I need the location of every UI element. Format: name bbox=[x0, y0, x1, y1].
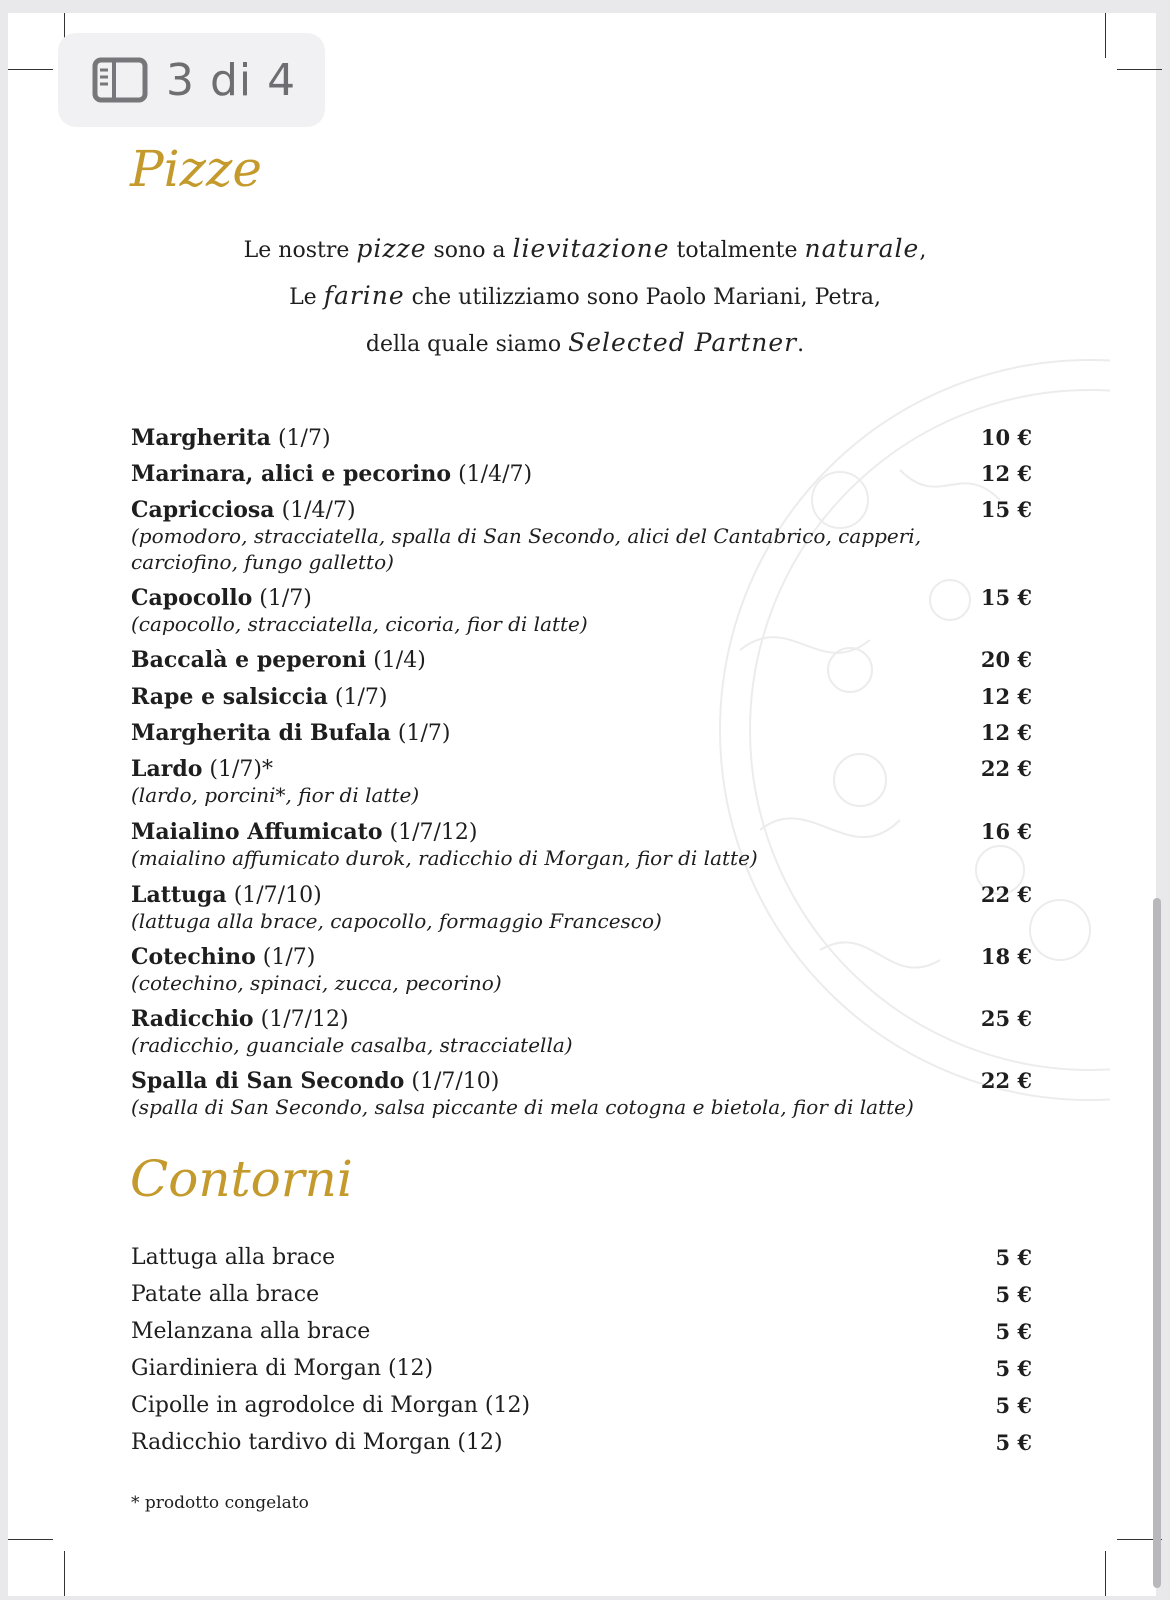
item-name: Radicchio (1/7/12) bbox=[131, 1006, 349, 1032]
item-name: Lardo (1/7)* bbox=[131, 756, 273, 782]
item-price: 15 € bbox=[980, 497, 1032, 522]
item-name: Baccalà e peperoni (1/4) bbox=[131, 647, 426, 673]
menu-item bbox=[131, 1319, 1032, 1356]
item-description: (capocollo, stracciatella, cicoria, fior di latte) bbox=[131, 612, 588, 636]
item-price: 22 € bbox=[980, 882, 1032, 907]
item-price: 12 € bbox=[980, 720, 1032, 745]
item-name: Marinara, alici e pecorino (1/4/7) bbox=[131, 461, 533, 487]
item-name: Capocollo (1/7) bbox=[131, 585, 312, 611]
item-price: 25 € bbox=[980, 1006, 1032, 1031]
item-price: 22 € bbox=[980, 756, 1032, 781]
item-name: Patate alla brace bbox=[131, 1282, 320, 1307]
item-price: 5 € bbox=[995, 1393, 1032, 1418]
item-price: 12 € bbox=[980, 461, 1032, 486]
contorni-menu bbox=[131, 1245, 1032, 1467]
item-price: 5 € bbox=[995, 1430, 1032, 1455]
item-description: (pomodoro, stracciatella, spalla di San Secondo, alici del Cantabrico, capperi, carciofino, fungo galletto) bbox=[131, 524, 922, 574]
item-name: Rape e salsiccia (1/7) bbox=[131, 684, 388, 710]
item-description: (radicchio, guanciale casalba, stracciatella) bbox=[131, 1033, 573, 1057]
item-description: (spalla di San Secondo, salsa piccante di mela cotogna e bietola, fior di latte) bbox=[131, 1095, 914, 1119]
menu-item bbox=[131, 1006, 1032, 1068]
menu-item bbox=[131, 1356, 1032, 1393]
crop-mark bbox=[1105, 1551, 1106, 1596]
intro-line bbox=[100, 226, 1070, 273]
section-title-pizze: Pizze bbox=[130, 140, 262, 198]
menu-item bbox=[131, 684, 1032, 720]
menu-item bbox=[131, 756, 1032, 819]
intro-script-word: farine bbox=[323, 281, 405, 310]
intro-text-part: della quale siamo bbox=[365, 332, 569, 357]
item-name: Lattuga alla brace bbox=[131, 1245, 336, 1270]
crop-mark bbox=[1105, 13, 1106, 58]
intro-text-part: sono a bbox=[426, 238, 513, 263]
menu-item bbox=[131, 1393, 1032, 1430]
intro-text-part: , bbox=[919, 238, 927, 263]
item-description: (maialino affumicato durok, radicchio di Morgan, fior di latte) bbox=[131, 846, 758, 870]
item-name: Margherita di Bufala (1/7) bbox=[131, 720, 451, 746]
intro-script-word: pizze bbox=[356, 234, 427, 263]
intro-text-part: che utilizziamo sono Paolo Mariani, Petra, bbox=[404, 285, 881, 310]
item-name: Giardiniera di Morgan (12) bbox=[131, 1356, 434, 1381]
intro-text-part: . bbox=[797, 332, 805, 357]
intro-script-word: Selected Partner bbox=[568, 328, 798, 357]
pizze-menu bbox=[131, 425, 1032, 1130]
item-price: 5 € bbox=[995, 1356, 1032, 1381]
crop-mark bbox=[64, 1551, 65, 1596]
item-name: Melanzana alla brace bbox=[131, 1319, 371, 1344]
menu-item bbox=[131, 497, 1032, 585]
intro-script-word: naturale bbox=[804, 234, 920, 263]
item-name: Margherita (1/7) bbox=[131, 425, 331, 451]
intro-text-part: Le bbox=[289, 285, 324, 310]
item-price: 20 € bbox=[980, 647, 1032, 672]
item-name: Cotechino (1/7) bbox=[131, 944, 316, 970]
footnote: * prodotto congelato bbox=[131, 1493, 309, 1513]
item-price: 16 € bbox=[980, 819, 1032, 844]
item-name: Cipolle in agrodolce di Morgan (12) bbox=[131, 1393, 531, 1418]
item-name: Capricciosa (1/4/7) bbox=[131, 497, 356, 523]
item-description: (lattuga alla brace, capocollo, formaggio Francesco) bbox=[131, 909, 662, 933]
item-name: Radicchio tardivo di Morgan (12) bbox=[131, 1430, 503, 1455]
intro-line bbox=[100, 320, 1070, 367]
item-description: (lardo, porcini*, fior di latte) bbox=[131, 783, 420, 807]
menu-item bbox=[131, 1245, 1032, 1282]
menu-item bbox=[131, 1430, 1032, 1467]
item-name: Spalla di San Secondo (1/7/10) bbox=[131, 1068, 500, 1094]
page-indicator-label: 3 di 4 bbox=[166, 54, 297, 106]
menu-item bbox=[131, 425, 1032, 461]
item-price: 10 € bbox=[980, 425, 1032, 450]
intro-text bbox=[100, 226, 1070, 367]
menu-item bbox=[131, 944, 1032, 1006]
crop-mark bbox=[8, 69, 53, 70]
menu-item bbox=[131, 647, 1032, 684]
intro-text-part: totalmente bbox=[669, 238, 805, 263]
menu-item bbox=[131, 720, 1032, 756]
item-price: 5 € bbox=[995, 1245, 1032, 1270]
item-description: (cotechino, spinaci, zucca, pecorino) bbox=[131, 971, 502, 995]
menu-item bbox=[131, 461, 1032, 497]
menu-item bbox=[131, 882, 1032, 944]
item-price: 5 € bbox=[995, 1319, 1032, 1344]
crop-mark bbox=[1117, 69, 1162, 70]
item-price: 18 € bbox=[980, 944, 1032, 969]
item-price: 22 € bbox=[980, 1068, 1032, 1093]
page-indicator[interactable] bbox=[58, 33, 325, 127]
item-price: 5 € bbox=[995, 1282, 1032, 1307]
item-price: 12 € bbox=[980, 684, 1032, 709]
intro-text-part: Le nostre bbox=[243, 238, 357, 263]
item-name: Lattuga (1/7/10) bbox=[131, 882, 322, 908]
menu-item bbox=[131, 585, 1032, 647]
item-price: 15 € bbox=[980, 585, 1032, 610]
menu-item bbox=[131, 819, 1032, 882]
section-title-contorni: Contorni bbox=[130, 1150, 353, 1208]
item-name: Maialino Affumicato (1/7/12) bbox=[131, 819, 478, 845]
crop-mark bbox=[8, 1539, 53, 1540]
intro-line bbox=[100, 273, 1070, 320]
menu-item bbox=[131, 1068, 1032, 1130]
menu-item bbox=[131, 1282, 1032, 1319]
intro-script-word: lievitazione bbox=[512, 234, 670, 263]
sidebar-icon bbox=[92, 57, 148, 103]
scrollbar[interactable] bbox=[1153, 898, 1161, 1588]
